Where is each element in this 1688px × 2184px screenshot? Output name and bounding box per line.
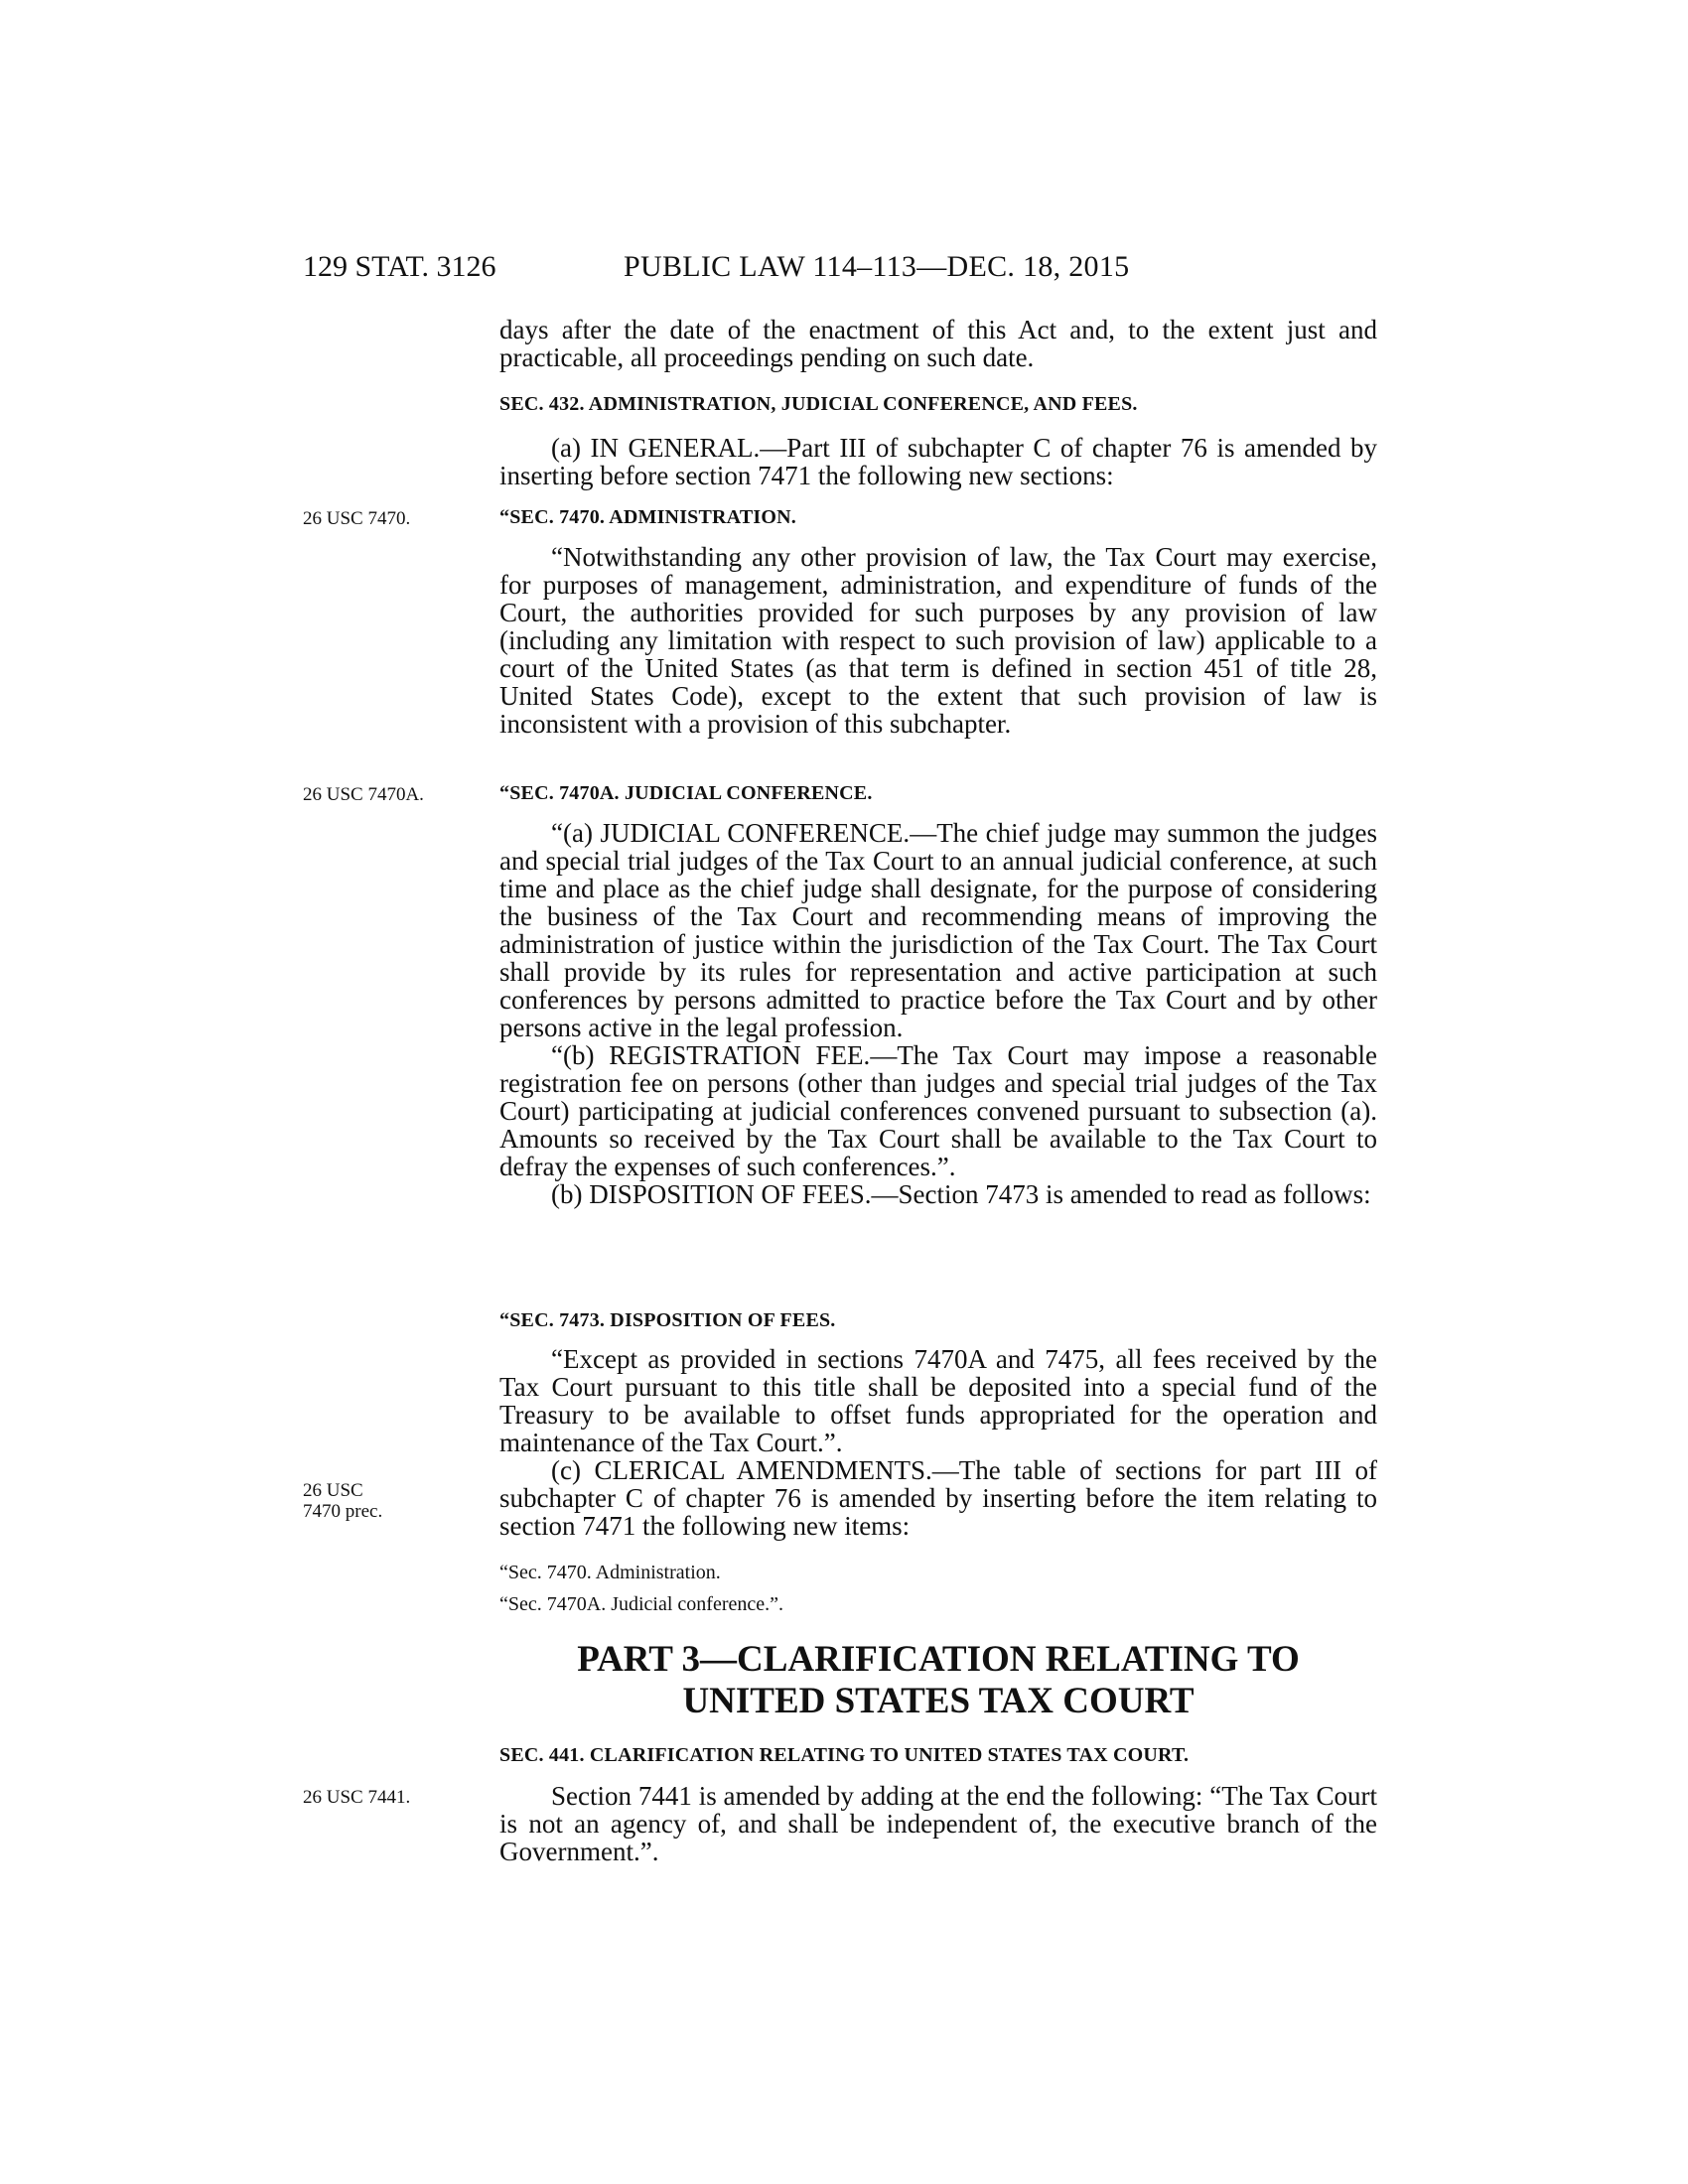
section-heading	[499, 393, 1377, 416]
sec7470-heading: “SEC. 7470. ADMINISTRATION.	[499, 506, 796, 528]
subsection-a	[499, 434, 1377, 489]
margin-note: 26 USC 7441.	[303, 1787, 411, 1808]
list-item: “Sec. 7470A. Judicial conference.”.	[499, 1593, 783, 1615]
section-heading	[499, 782, 1377, 805]
part-heading	[499, 1639, 1377, 1722]
part-heading-line: PART 3—CLARIFICATION RELATING TO	[577, 1639, 1300, 1680]
sec432-heading: SEC. 432. ADMINISTRATION, JUDICIAL CONFERENCE, AND FEES.	[499, 393, 1138, 415]
table-of-sections	[499, 1557, 1377, 1620]
caption: JUDICIAL CONFERENCE.	[600, 818, 911, 848]
caption: DISPOSITION OF FEES.	[589, 1179, 872, 1209]
label: (c)	[551, 1455, 595, 1485]
paragraph: days after the date of the enactment of this Act and, to the extent just and practicable, all proceedings pending on such date.	[499, 315, 1377, 372]
sec7470a-heading: “SEC. 7470A. JUDICIAL CONFERENCE.	[499, 782, 873, 804]
sec7473-heading: “SEC. 7473. DISPOSITION OF FEES.	[499, 1309, 836, 1331]
margin-note: 26 USC 7470A.	[303, 784, 424, 805]
body: —Section 7473 is amended to read as follows:	[871, 1179, 1371, 1209]
sec441-body: Section 7441 is amended by adding at the end the following: “The Tax Court is not an agency of, and shall be independent of, the executive branch of the Government.”.	[499, 1781, 1377, 1866]
margin-note: 26 USC 7470.	[303, 508, 411, 529]
section-heading	[499, 1309, 1377, 1332]
caption: REGISTRATION FEE.	[609, 1040, 871, 1070]
sec441-body-block	[499, 1782, 1377, 1865]
body: —Part III of subchapter C of chapter 76 is amended by inserting before section 7471 the following new sections:	[499, 433, 1377, 490]
part-heading-line: UNITED STATES TAX COURT	[682, 1681, 1195, 1721]
section-heading	[499, 1744, 1377, 1767]
margin-note-line: 7470 prec.	[303, 1501, 383, 1522]
body: —The Tax Court may impose a reasonable registration fee on persons (other than judges and special trial judges of the Tax Court) participating at judicial conferences convened pursuant to subsection (a). Amounts so received by the Tax Court shall be available to the Tax Court to defray the expenses of such conferences.”.	[499, 1040, 1378, 1181]
sec7470a-body-block	[499, 819, 1377, 1208]
law-title: PUBLIC LAW 114–113—DEC. 18, 2015	[624, 250, 1130, 283]
continuation-paragraph	[499, 316, 1377, 371]
sec7470-body: “Notwithstanding any other provision of law, the Tax Court may exercise, for purposes of management, administration, and expenditure of funds of the Court, the authorities provided for such purposes by any provision of law (including any limitation with respect to such provision of law) applicable to a court of the United States (as that term is defined in section 451 of title 28, United States Code), except to the extent that such provision of law is inconsistent with a provision of this subchapter.	[499, 542, 1377, 739]
paragraph	[499, 819, 1377, 1041]
body: —The chief judge may summon the judges and special trial judges of the Tax Court to an annual judicial conference, at such time and place as the chief judge shall designate, for the purpose of considering the business of the Tax Court and recommending means of improving the administration of justice within the jurisdiction of the Tax Court. The Tax Court shall provide by its rules for representation and active participation at such conferences by persons admitted to practice before the Tax Court and by other persons active in the legal profession.	[499, 818, 1377, 1042]
paragraph	[499, 434, 1377, 489]
label: “(a)	[551, 818, 601, 848]
sec7470-body-block	[499, 543, 1377, 738]
sec7473-body-block	[499, 1345, 1377, 1540]
stat-page-number: 129 STAT. 3126	[303, 250, 496, 283]
caption: CLERICAL AMENDMENTS.	[594, 1455, 932, 1485]
sec7473-body: “Except as provided in sections 7470A and 7475, all fees received by the Tax Court pursuant to this title shall be deposited into a special fund of the Treasury to be available to offset funds appropriated for the operation and maintenance of the Tax Court.”.	[499, 1344, 1377, 1457]
margin-note-line: 26 USC	[303, 1480, 363, 1501]
paragraph	[499, 1041, 1377, 1180]
section-heading	[499, 506, 1377, 529]
label: (b)	[551, 1179, 590, 1209]
caption: IN GENERAL.	[590, 433, 761, 463]
list-item: “Sec. 7470. Administration.	[499, 1562, 721, 1583]
sec441-heading: SEC. 441. CLARIFICATION RELATING TO UNITED STATES TAX COURT.	[499, 1744, 1190, 1766]
body: —The table of sections for part III of subchapter C of chapter 76 is amended by inserting before the item relating to section 7471 the following new items:	[499, 1455, 1377, 1541]
paragraph	[499, 1456, 1377, 1540]
label: “(b)	[551, 1040, 610, 1070]
margin-note	[303, 1480, 382, 1522]
label: (a)	[551, 433, 591, 463]
paragraph	[499, 1180, 1377, 1208]
